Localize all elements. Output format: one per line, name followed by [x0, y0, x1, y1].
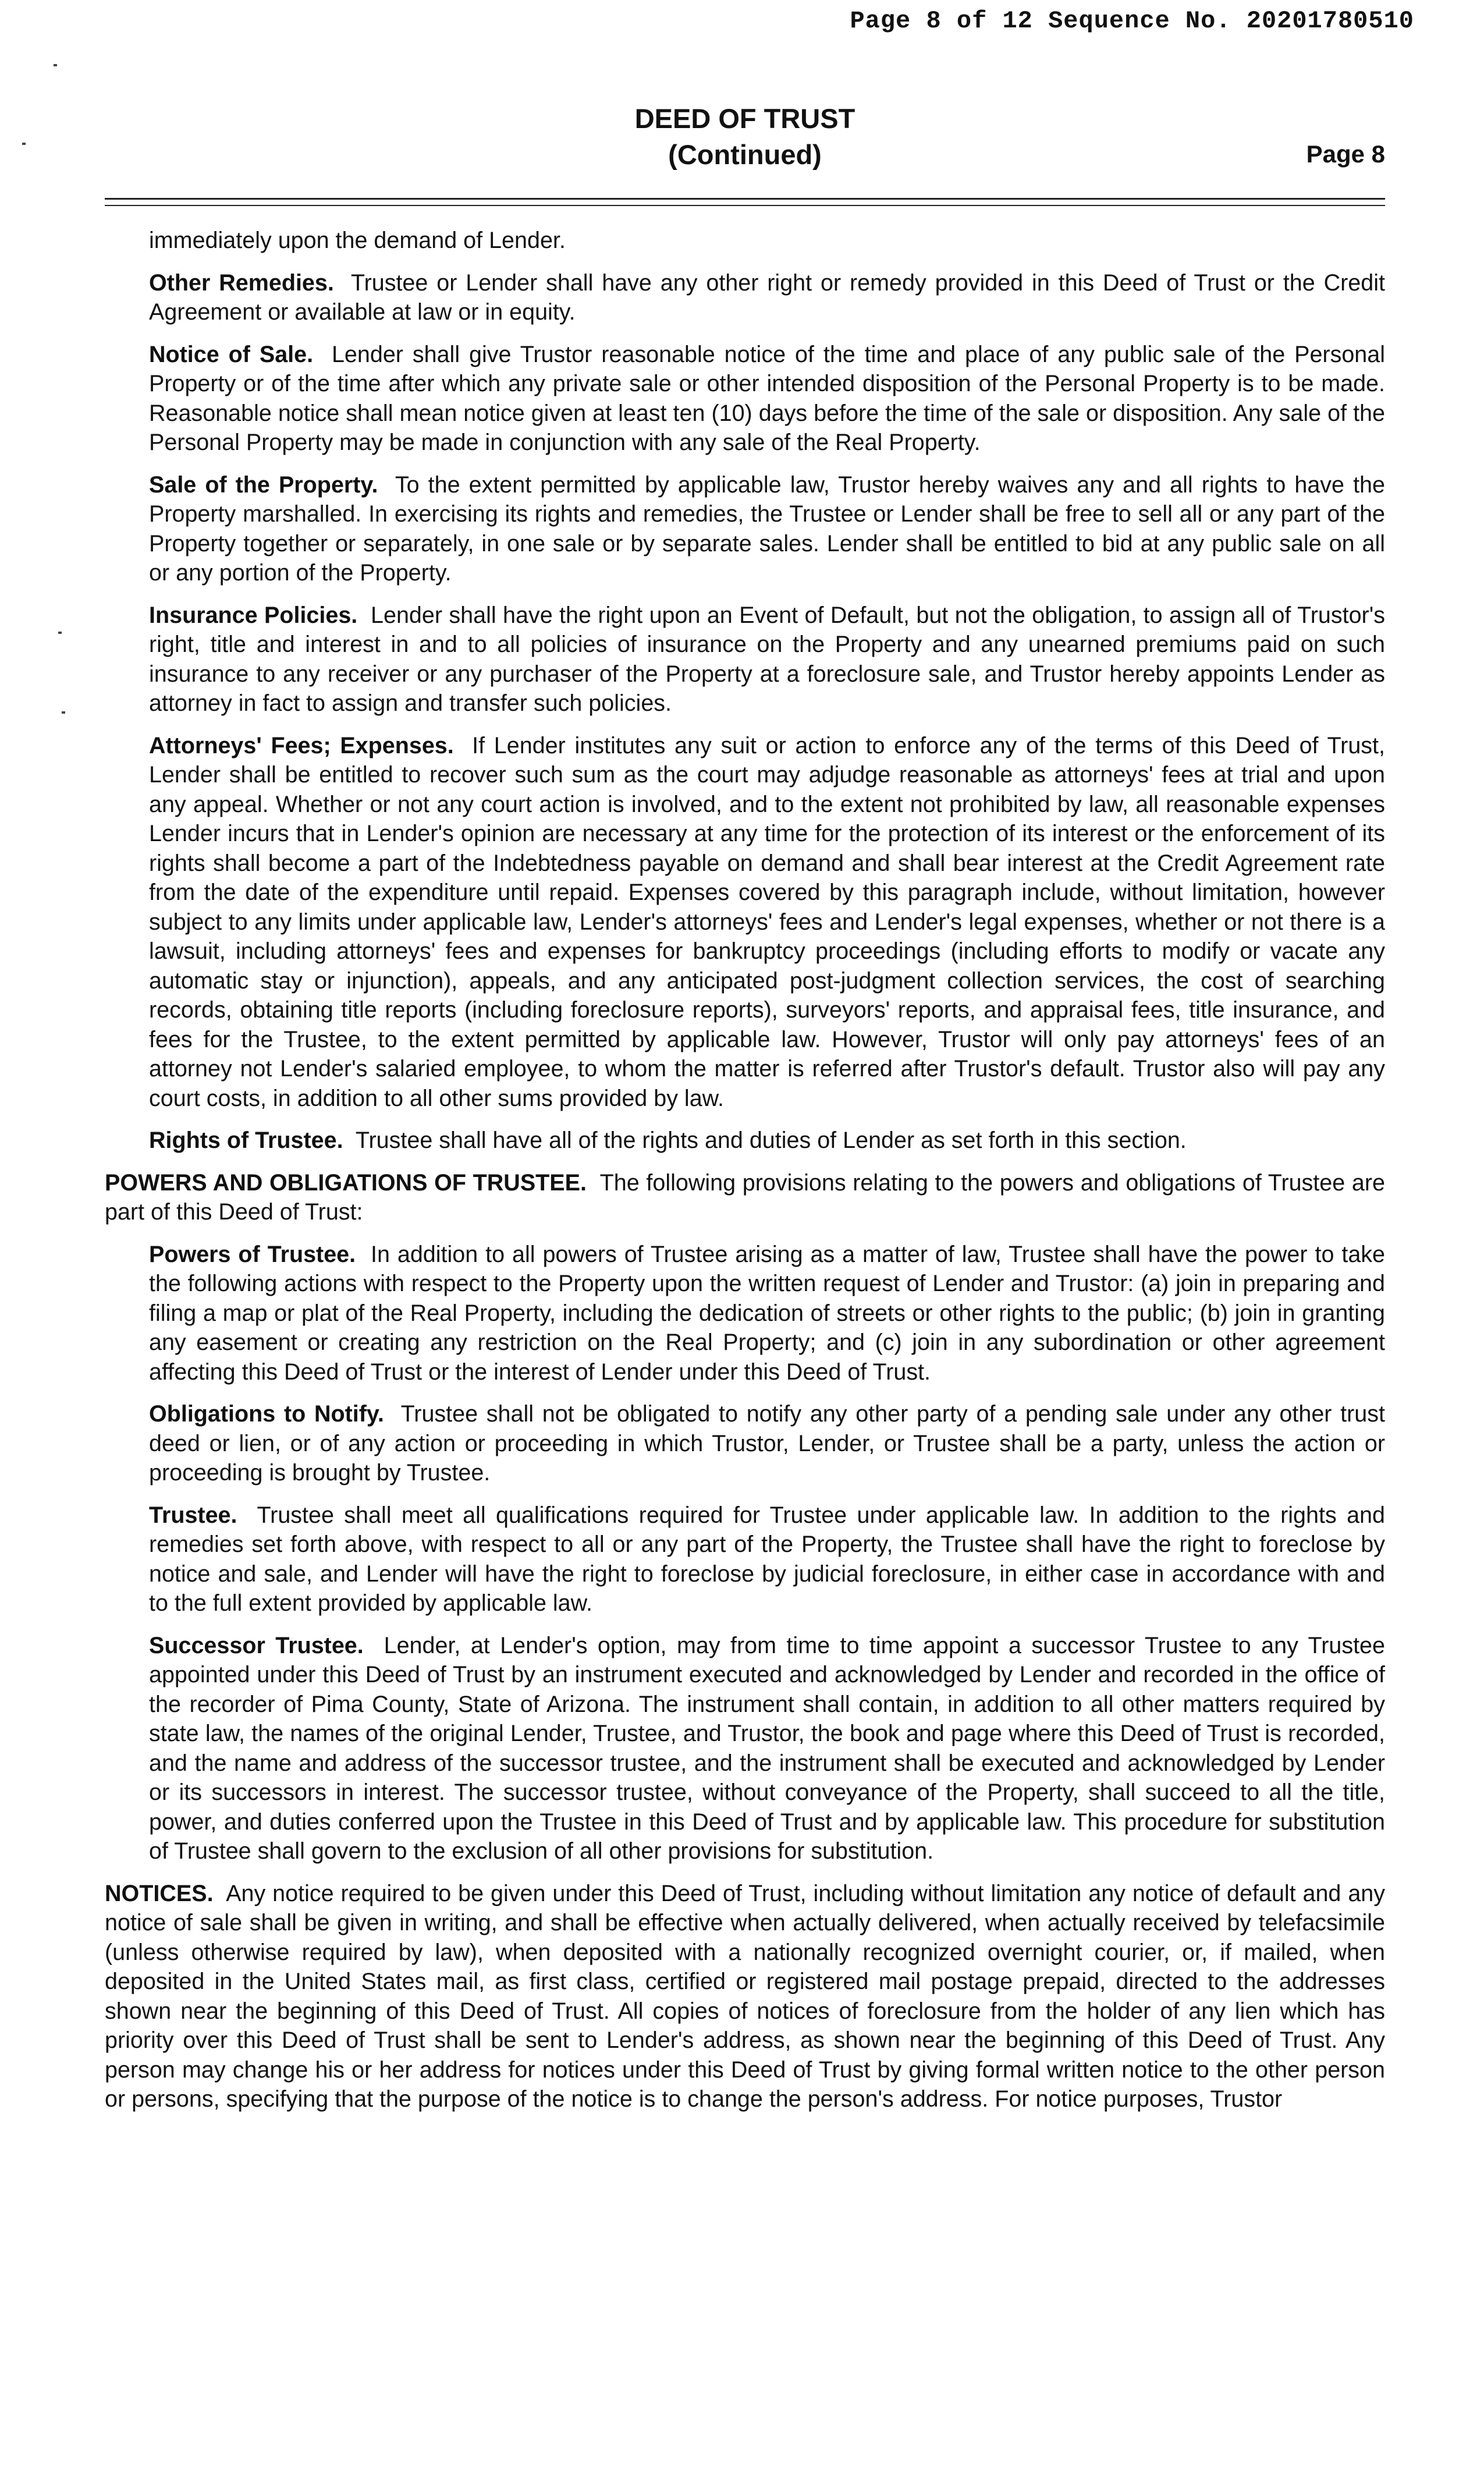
recording-stamp: Page 8 of 12 Sequence No. 20201780510 — [850, 7, 1414, 35]
paragraph-heading: Obligations to Notify. — [149, 1401, 384, 1427]
header-rule-bottom — [105, 205, 1385, 206]
paragraph-text: Lender shall have the right upon an Event of Default, but not the obligation, to assign all of Trustor's right, title and interest in and to all policies of insurance on the Property and any unearned premiums paid on such insurance to any receiver or any purchaser of the Property at a foreclosure sale, and Trustor hereby appoints Lender as attorney in fact to assign and transfer such policies. — [149, 602, 1385, 716]
header-rule-top — [105, 198, 1385, 200]
paragraph-heading: Successor Trustee. — [149, 1632, 364, 1658]
document-header — [105, 102, 1385, 178]
paragraph-powers-of-trustee — [105, 1240, 1385, 1387]
paragraph-trustee — [105, 1501, 1385, 1618]
document-title: DEED OF TRUST — [634, 103, 855, 134]
paragraph-text: Lender shall give Trustor reasonable notice of the time and place of any public sale of the Personal Property or of the time after which any private sale or other intended disposition of the Personal Property is to be made. Reasonable notice shall mean notice given at least ten (10) days before the time of the sale or disposition. Any sale of the Personal Property may be made in conjunction with any sale of the Real Property. — [149, 341, 1386, 455]
paragraph-text: Trustee shall have all of the rights and duties of Lender as set forth in this section. — [355, 1128, 1187, 1153]
paragraph-text: To the extent permitted by applicable law, Trustor hereby waives any and all rights to have the Property marshalled. In exercising its rights and remedies, the Trustee or Lender shall be free to sell all or any part of the Property together or separately, in one sale or by separate sales. Lender shall be entitled to bid at any public sale on all or any portion of the Property. — [149, 471, 1385, 586]
section-text: Any notice required to be given under this Deed of Trust, including without limitation any notice of default and any notice of sale shall be given in writing, and shall be effective when actually delivered, when actually received by telefacsimile (unless otherwise required by law), when deposited with a nationally recognized overnight courier, or, if mailed, when deposited in the United States mail, as first class, certified or registered mail postage prepaid, directed to the addresses shown near the beginning of this Deed of Trust. All copies of notices of foreclosure from the holder of any lien which has priority over this Deed of Trust shall be sent to Lender's address, as shown near the beginning of this Deed of Trust. Any person may change his or her address for notices under this Deed of Trust by giving formal written notice to the other person or persons, specifying that the purpose of the notice is to change the person's address. For notice purposes, Trustor — [105, 1880, 1385, 2112]
paragraph-text: Trustee shall not be obligated to notify any other party of a pending sale under any other trust deed or lien, or of any action or proceeding in which Trustor, Lender, or Trustee shall be a party, unless the action or proceeding is brought by Trustee. — [149, 1401, 1385, 1486]
paragraph-heading: Trustee. — [149, 1502, 237, 1528]
paragraph-rights-of-trustee — [105, 1126, 1385, 1155]
scan-speck — [54, 64, 57, 66]
section-heading: NOTICES. — [105, 1880, 214, 1906]
section-notices — [105, 1879, 1385, 2114]
document-subtitle: (Continued) — [668, 139, 822, 170]
scan-speck — [22, 143, 26, 145]
scan-speck — [62, 711, 65, 714]
section-powers-obligations — [105, 1168, 1385, 1227]
paragraph-text: Lender, at Lender's option, may from time to time appoint a successor Trustee to any Trustee appointed under this Deed of Trust by an instrument executed and acknowledged by Lender and recorded in the office of the recorder of Pima County, State of Arizona. The instrument shall contain, in addition to all other matters required by state law, the names of the original Lender, Trustee, and Trustor, the book and page where this Deed of Trust is recorded, and the name and address of the successor trustee, and the instrument shall be executed and acknowledged by Lender or its successors in interest. The successor trustee, without conveyance of the Property, shall succeed to all the title, power, and duties conferred upon the Trustee in this Deed of Trust and by applicable law. This procedure for substitution of Trustee shall govern to the exclusion of all other provisions for substitution. — [149, 1632, 1385, 1864]
paragraph-text: If Lender institutes any suit or action to enforce any of the terms of this Deed of Trust, Lender shall be entitled to recover such sum as the court may adjudge reasonable as attorneys' fees at trial and upon any appeal. Whether or not any court action is involved, and to the extent not prohibited by law, all reasonable expenses Lender incurs that in Lender's opinion are necessary at any time for the protection of its interest or the enforcement of its rights shall become a part of the Indebtedness payable on demand and shall bear interest at the Credit Agreement rate from the date of the expenditure until repaid. Expenses covered by this paragraph include, without limitation, however subject to any limits under applicable law, Lender's attorneys' fees and Lender's legal expenses, whether or not there is a lawsuit, including attorneys' fees and expenses for bankruptcy proceedings (including efforts to modify or vacate any automatic stay or injunction), appeals, and any anticipated post-judgment collection services, the cost of searching records, obtaining title reports (including foreclosure reports), surveyors' reports, and appraisal fees, title insurance, and fees for the Trustee, to the extent permitted by applicable law. However, Trustor will only pay attorneys' fees of an attorney not Lender's salaried employee, to whom the matter is referred after Trustor's default. Trustor also will pay any court costs, in addition to all other sums provided by law. — [149, 732, 1385, 1111]
paragraph-heading: Other Remedies. — [149, 270, 334, 296]
section-heading: POWERS AND OBLIGATIONS OF TRUSTEE. — [105, 1169, 587, 1196]
paragraph-heading: Rights of Trustee. — [149, 1128, 343, 1153]
paragraph-obligations-to-notify — [105, 1399, 1385, 1488]
paragraph-text: Trustee shall meet all qualifications required for Trustee under applicable law. In addition to the rights and remedies set forth above, with respect to all or any part of the Property, the Trustee shall have the right to foreclose by notice and sale, and Lender will have the right to foreclose by judicial foreclosure, in either case in accordance with and to the full extent provided by applicable law. — [149, 1502, 1385, 1616]
paragraph-heading: Powers of Trustee. — [149, 1241, 356, 1267]
document-body — [105, 226, 1385, 2114]
paragraph-other-remedies — [105, 268, 1385, 327]
paragraph-insurance-policies — [105, 601, 1385, 718]
continued-text: immediately upon the demand of Lender. — [149, 228, 566, 253]
paragraph-text: In addition to all powers of Trustee arising as a matter of law, Trustee shall have the power to take the following actions with respect to the Property upon the written request of Lender and Trustor: (a) join in preparing and filing a map or plat of the Real Property, including the dedication of streets or other rights to the public; (b) join in granting any easement or creating any restriction on the Real Property; and (c) join in any subordination or other agreement affecting this Deed of Trust or the interest of Lender under this Deed of Trust. — [149, 1241, 1386, 1385]
paragraph-sale-of-property — [105, 470, 1385, 588]
paragraph-notice-of-sale — [105, 340, 1385, 458]
paragraph-attorneys-fees — [105, 731, 1385, 1114]
scan-speck — [58, 632, 62, 634]
paragraph-heading: Insurance Policies. — [149, 602, 358, 628]
page-label: Page 8 — [1306, 140, 1385, 168]
paragraph-heading: Notice of Sale. — [149, 341, 314, 367]
section-text: The following provisions relating to the powers and obligations of Trustee are part of this Deed of Trust: — [105, 1169, 1385, 1225]
paragraph-heading: Sale of the Property. — [149, 471, 378, 498]
paragraph-successor-trustee — [105, 1631, 1385, 1866]
paragraph-heading: Attorneys' Fees; Expenses. — [149, 732, 454, 758]
paragraph-text: Trustee or Lender shall have any other right or remedy provided in this Deed of Trust or the Credit Agreement or available at law or in equity. — [149, 270, 1385, 325]
